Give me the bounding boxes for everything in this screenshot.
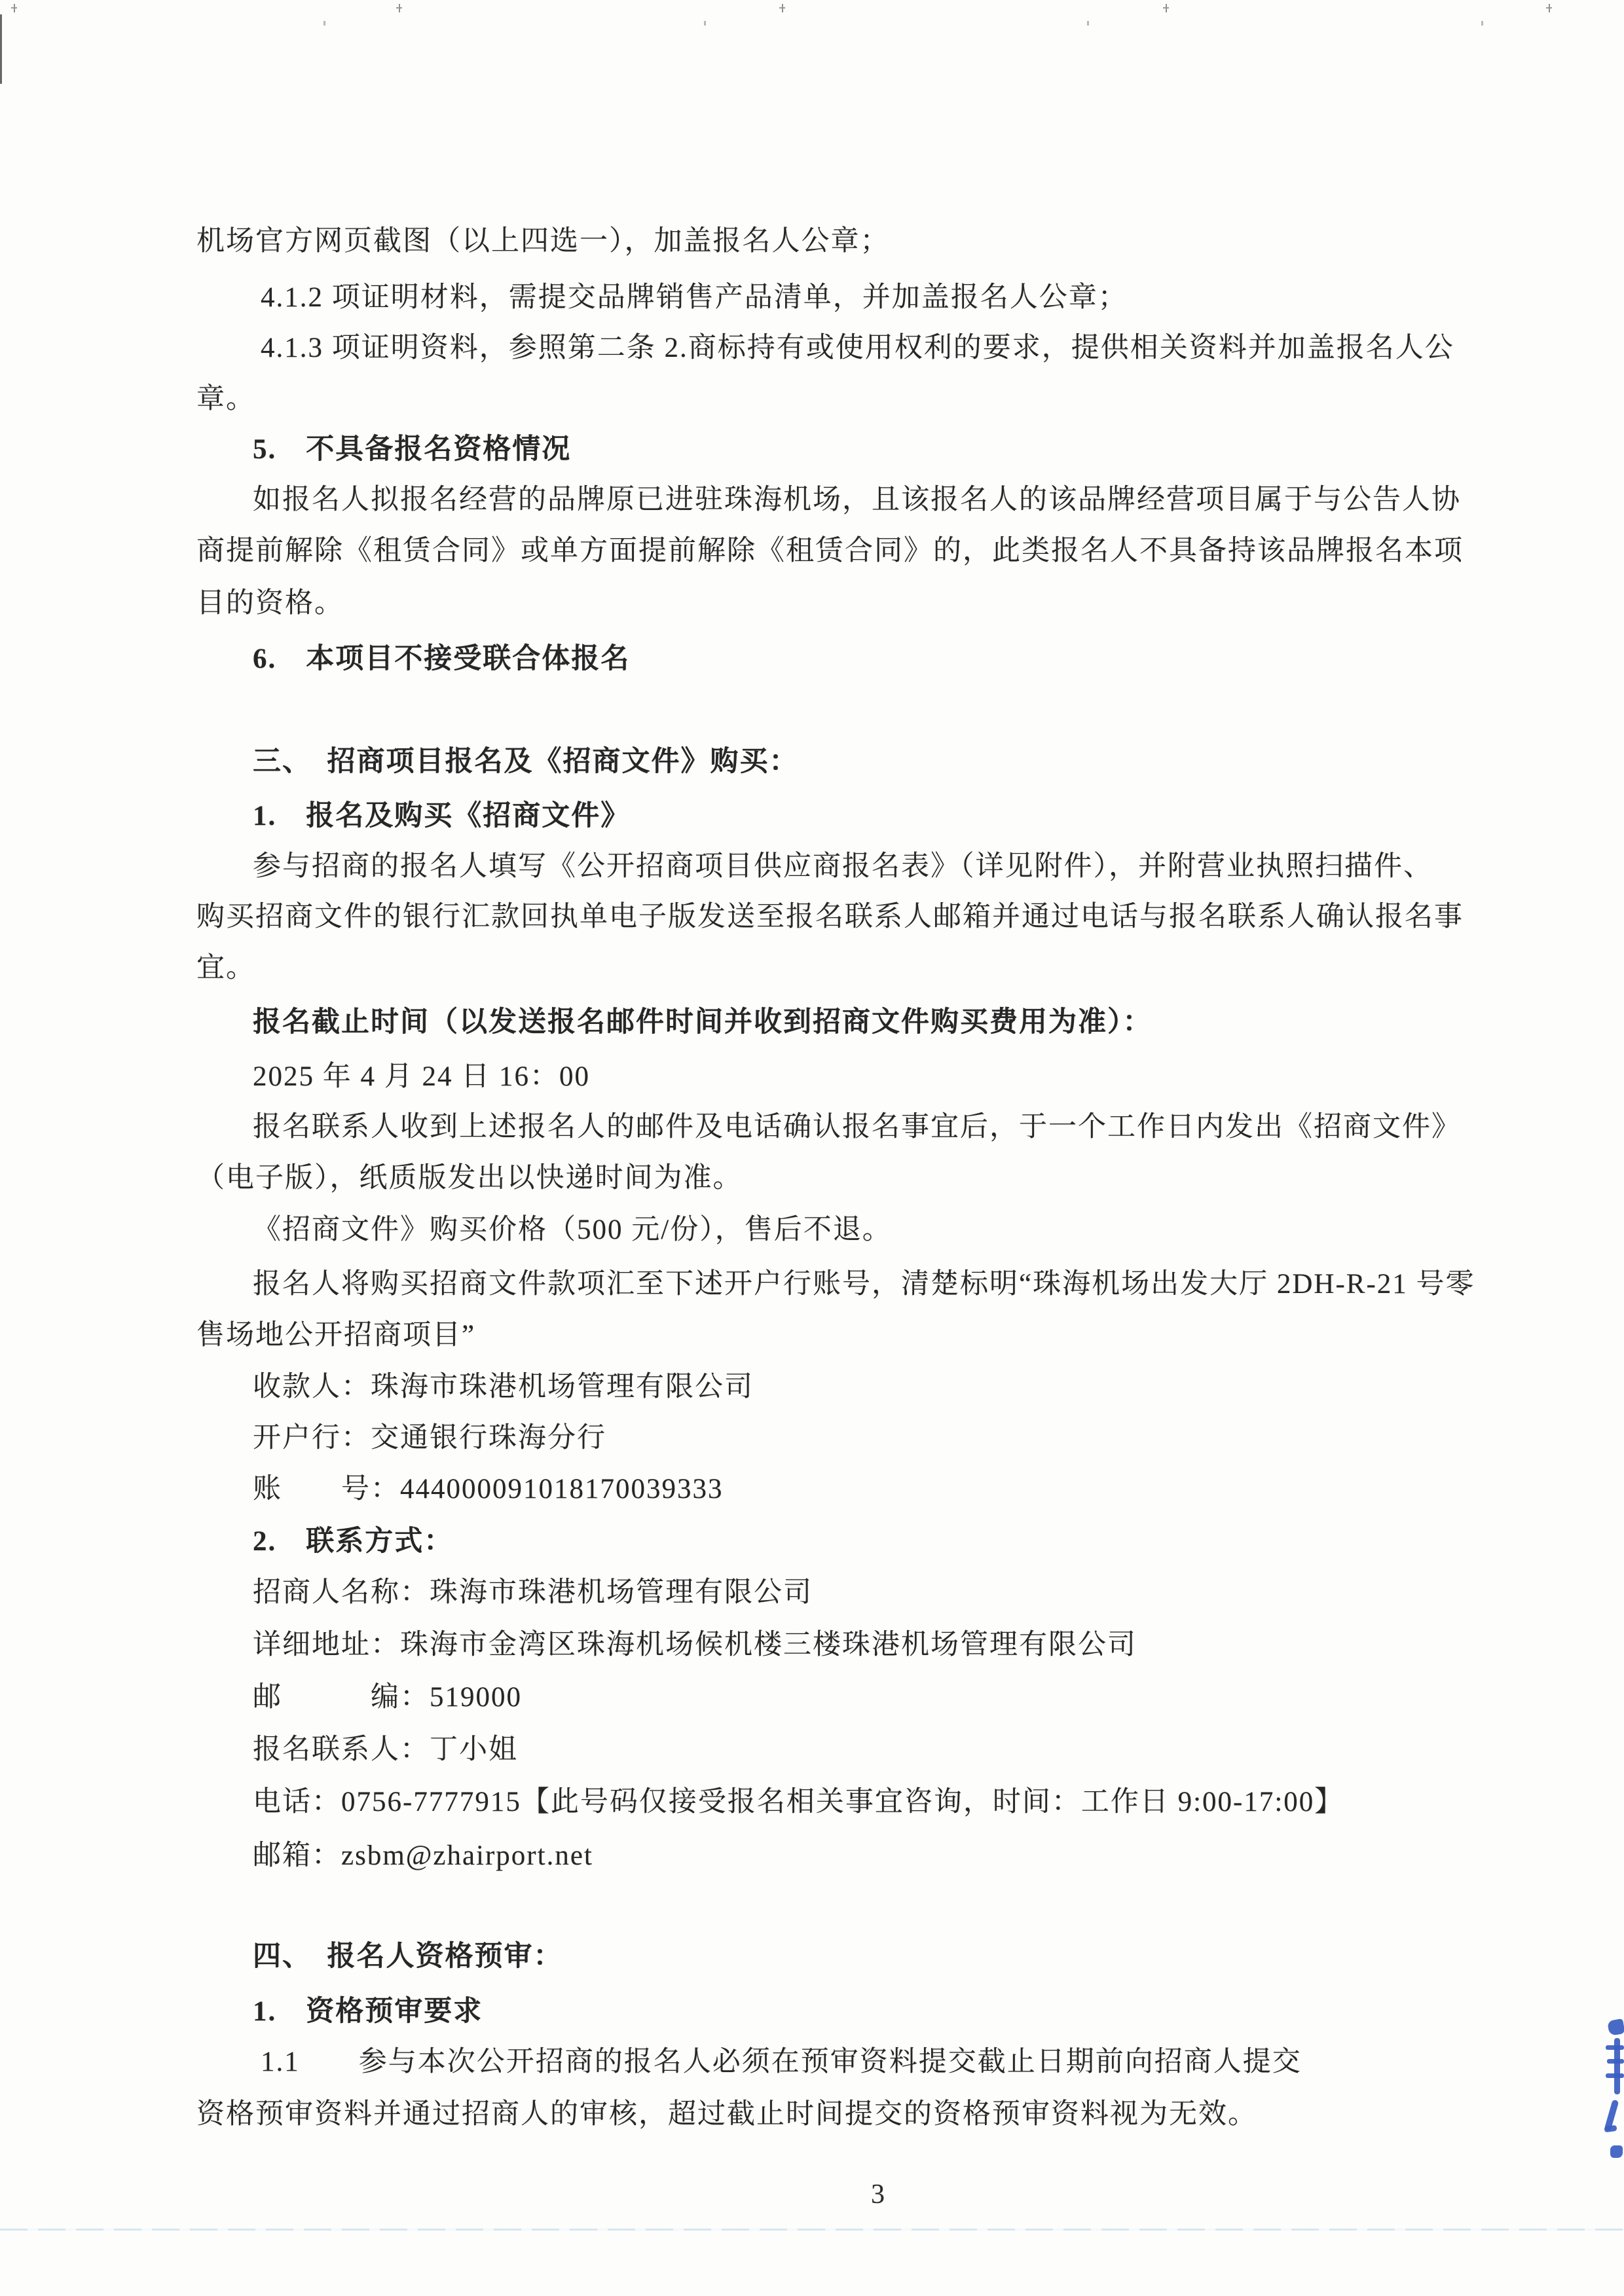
page-number: 3 — [871, 2179, 885, 2210]
heading-3-1-signup: 1. 报名及购买《招商文件》 — [253, 801, 631, 831]
heading-3-2-contact: 2. 联系方式： — [253, 1526, 454, 1557]
para-prequalification-2: 资格预审资料并通过招商人的审核，超过截止时间提交的资格预审资料视为无效。 — [196, 2099, 1257, 2130]
scan-edge-streak — [0, 14, 2, 84]
heading-5-disqualification: 5. 不具备报名资格情况 — [253, 434, 572, 465]
para-prequalification-1: 1.1 参与本次公开招商的报名人必须在预审资料提交截止日期前向招商人提交 — [261, 2047, 1302, 2077]
registration-mark — [1162, 4, 1170, 12]
line-413-materials: 4.1.3 项证明资料，参照第二条 2.商标持有或使用权利的要求，提供相关资料并加盖报名人公 — [261, 333, 1454, 363]
line-org-name: 招商人名称：珠海市珠港机场管理有限公司 — [253, 1577, 813, 1608]
scan-speck — [1087, 21, 1089, 26]
registration-mark — [10, 4, 18, 12]
line-email: 邮箱：zsbm@zhairport.net — [253, 1840, 593, 1871]
para-disqualification-1: 如报名人拟报名经营的品牌原已进驻珠海机场，且该报名人的该品牌经营项目属于与公告人协 — [253, 484, 1461, 515]
para-disqualification-3: 目的资格。 — [196, 588, 344, 619]
registration-mark — [779, 4, 786, 12]
para-payment-1: 报名人将购买招商文件款项汇至下述开户行账号，清楚标明“珠海机场出发大厅 2DH-R-21 号零 — [253, 1269, 1475, 1300]
line-postcode: 邮 编：519000 — [253, 1682, 522, 1713]
para-signup-2: 购买招商文件的银行汇款回执单电子版发送至报名联系人邮箱并通过电话与报名联系人确认报名事 — [196, 902, 1464, 932]
line-seal-requirement: 机场官方网页截图（以上四选一），加盖报名人公章； — [196, 226, 890, 257]
para-payment-2: 售场地公开招商项目” — [196, 1320, 476, 1351]
heading-6-no-consortium: 6. 本项目不接受联合体报名 — [253, 644, 631, 674]
para-disqualification-2: 商提前解除《租赁合同》或单方面提前解除《租赁合同》的，此类报名人不具备持该品牌报名本项 — [196, 536, 1464, 566]
scan-speck — [1481, 21, 1483, 26]
scan-speck — [704, 21, 706, 26]
line-deadline-datetime: 2025 年 4 月 24 日 16：00 — [253, 1061, 590, 1092]
para-signup-3: 宜。 — [196, 953, 255, 983]
line-payee: 收款人：珠海市珠港机场管理有限公司 — [253, 1372, 754, 1402]
line-document-price: 《招商文件》购买价格（500 元/份），售后不退。 — [253, 1214, 892, 1245]
heading-deadline: 报名截止时间（以发送报名邮件时间并收到招商文件购买费用为准）： — [253, 1007, 1153, 1038]
line-phone: 电话：0756-7777915【此号码仅接受报名相关事宜咨询，时间：工作日 9:00-17:00】 — [253, 1787, 1344, 1817]
line-413-continuation: 章。 — [196, 384, 255, 414]
heading-section-4: 四、 报名人资格预审： — [253, 1941, 563, 1972]
heading-section-3: 三、 招商项目报名及《招商文件》购买： — [253, 746, 799, 777]
line-412-materials: 4.1.2 项证明材料，需提交品牌销售产品清单，并加盖报名人公章； — [261, 282, 1128, 313]
para-signup-1: 参与招商的报名人填写《公开招商项目供应商报名表》（详见附件），并附营业执照扫描件、 — [253, 851, 1433, 882]
heading-4-1-prequalification: 1. 资格预审要求 — [253, 1996, 483, 2027]
para-document-issue-2: （电子版），纸质版发出以快递时间为准。 — [196, 1163, 743, 1194]
registration-mark — [396, 4, 403, 12]
handwritten-ink-mark — [1604, 2020, 1624, 2160]
registration-mark — [1545, 4, 1553, 12]
para-document-issue-1: 报名联系人收到上述报名人的邮件及电话确认报名事宜后，于一个工作日内发出《招商文件》 — [253, 1112, 1461, 1142]
line-contact-person: 报名联系人：丁小姐 — [253, 1734, 518, 1765]
line-address: 详细地址：珠海市金湾区珠海机场候机楼三楼珠港机场管理有限公司 — [253, 1630, 1137, 1660]
scan-separator-line — [0, 2229, 1624, 2231]
scan-speck — [323, 21, 325, 26]
line-bank: 开户行：交通银行珠海分行 — [253, 1423, 606, 1453]
line-account-number: 账 号：444000091018170039333 — [253, 1474, 724, 1504]
